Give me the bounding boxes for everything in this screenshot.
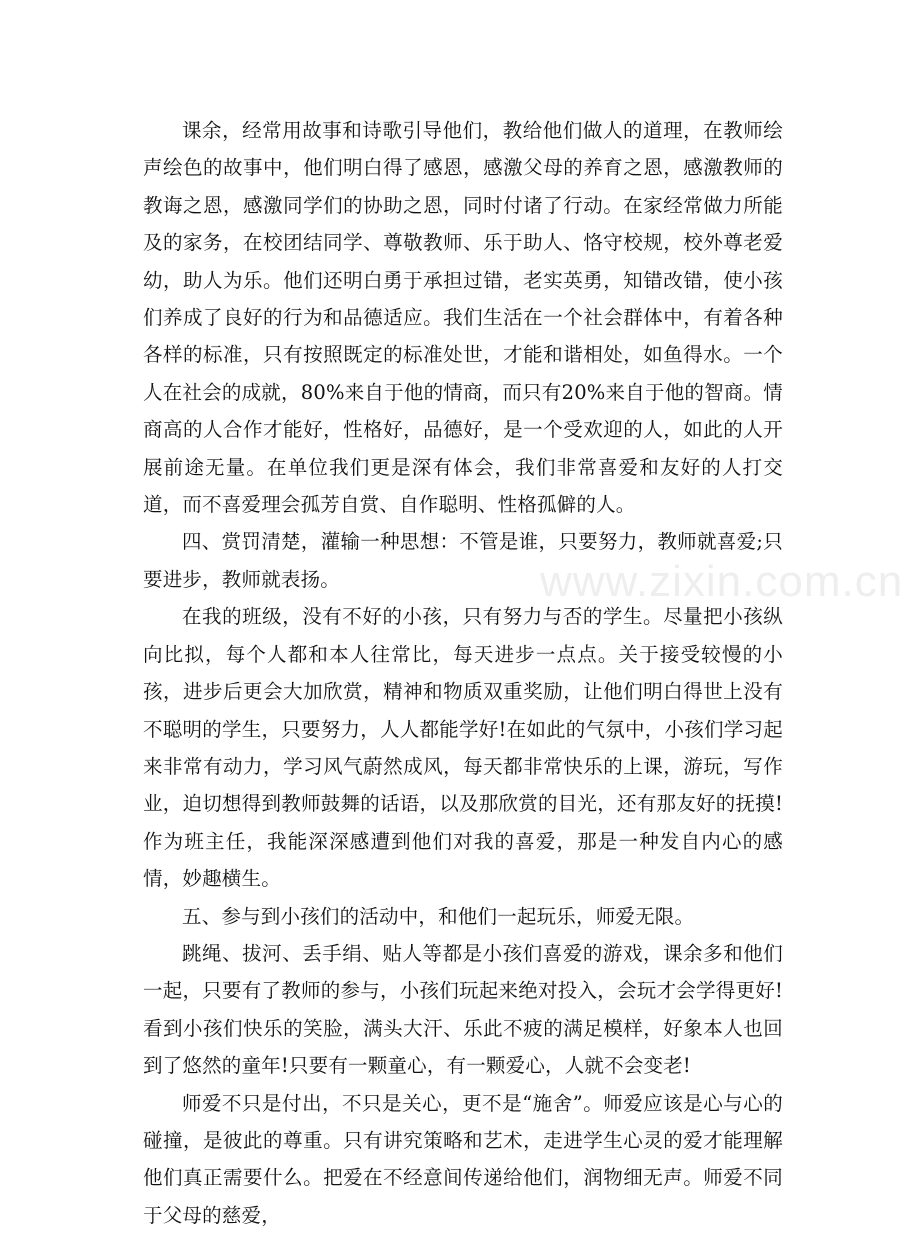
paragraph-class-encouragement: 在我的班级，没有不好的小孩，只有努力与否的学生。尽量把小孩纵向比拟，每个人都和本人往常比，每天进步一点点。关于接受较慢的小孩，进步后更会大加欣赏，精神和物质双重奖励，让他们明白得世上没有不聪明的学生，只要努力，人人都能学好!在如此的气氛中，小孩们学习起来非常有动力，学习风气蔚然成风，每天都非常快乐的上课，游玩，写作业，迫切想得到教师鼓舞的话语，以及那欣赏的目光，还有那友好的抚摸!作为班主任，我能深深感遭到他们对我的喜爱，那是一种发自内心的感情，妙趣横生。 (143, 605, 783, 891)
document-body (143, 112, 783, 1234)
paragraph-section-five-heading: 五、参与到小孩们的活动中，和他们一起玩乐，师爱无限。 (182, 904, 695, 928)
paragraph-section-four-heading: 四、赏罚清楚，灌输一种思想：不管是谁，只要努力，教师就喜爱;只要进步，教师就表扬。 (143, 530, 783, 591)
paragraph-games-with-children: 跳绳、拔河、丢手绢、贴人等都是小孩们喜爱的游戏，课余多和他们一起，只要有了教师的参与，小孩们玩起来绝对投入，会玩才会学得更好!看到小孩们快乐的笑脸，满头大汗、乐此不疲的满足模样，好象本人也回到了悠然的童年!只要有一颗童心，有一颗爱心，人就不会变老! (143, 941, 783, 1078)
paragraph-teacher-love: 师爱不只是付出，不只是关心，更不是“施舍”。师爱应该是心与心的碰撞，是彼此的尊重。只有讲究策略和艺术，走进学生心灵的爱才能理解他们真正需要什么。把爱在不经意间传递给他们，润物细无声。师爱不同于父母的慈爱， (143, 1091, 783, 1227)
paragraph-character-education: 课余，经常用故事和诗歌引导他们，教给他们做人的道理，在教师绘声绘色的故事中，他们明白得了感恩，感激父母的养育之恩，感激教师的教诲之恩，感激同学们的协助之恩，同时付诸了行动。在家经常做力所能及的家务，在校团结同学、尊敬教师、乐于助人、恪守校规，校外尊老爱幼，助人为乐。他们还明白勇于承担过错，老实英勇，知错改错，使小孩们养成了良好的行为和品德适应。我们生活在一个社会群体中，有着各种各样的标准，只有按照既定的标准处世，才能和谐相处，如鱼得水。一个人在社会的成就，80%来自于他的情商，而只有20%来自于他的智商。情商高的人合作才能好，性格好，品德好，是一个受欢迎的人，如此的人开展前途无量。在单位我们更是深有体会，我们非常喜爱和友好的人打交道，而不喜爱理会孤芳自赏、自作聪明、性格孤僻的人。 (143, 119, 783, 517)
watermark: www.zixin.com.cn (540, 557, 904, 606)
